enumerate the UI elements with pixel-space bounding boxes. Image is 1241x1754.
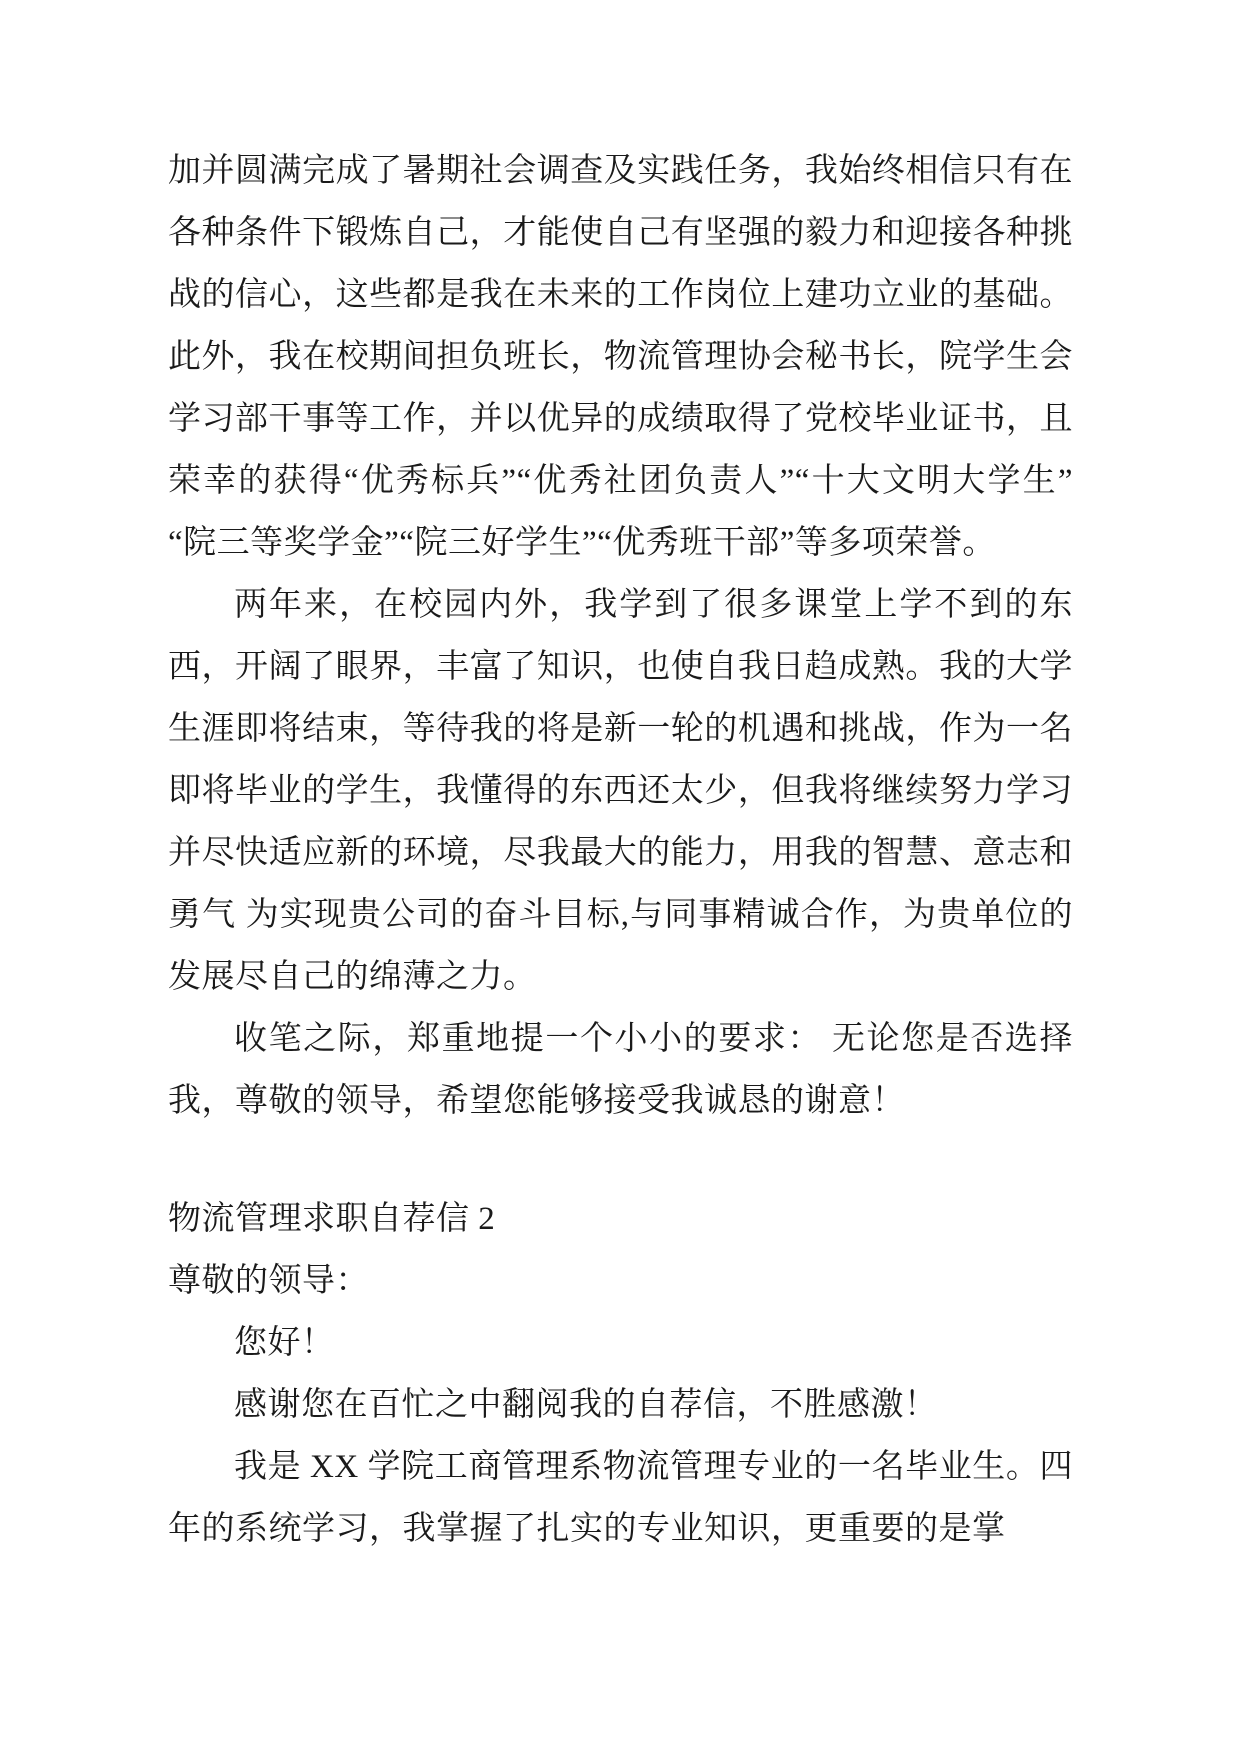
section-spacer: [168, 1132, 1073, 1188]
paragraph-two-years: 两年来，在校园内外，我学到了很多课堂上学不到的东西，开阔了眼界，丰富了知识，也使自我日趋成熟。我的大学生涯即将结束，等待我的将是新一轮的机遇和挑战，作为一名即将毕业的学生，我懂得的东西还太少，但我将继续努力学习并尽快适应新的环境，尽我最大的能力，用我的智慧、意志和勇气 为实现贵公司的奋斗目标,与同事精诚合作，为贵单位的发展尽自己的绵薄之力。: [168, 587, 1073, 995]
salutation-line: 尊敬的领导：: [168, 1263, 369, 1299]
paragraph-self-introduction: 我是 XX 学院工商管理系物流管理专业的一名毕业生。四年的系统学习，我掌握了扎实的专业知识，更重要的是掌: [168, 1449, 1073, 1547]
paragraph-closing-request: 收笔之际，郑重地提一个小小的要求： 无论您是否选择我，尊敬的领导，希望您能够接受我诚恳的谢意！: [168, 1021, 1073, 1119]
paragraph-thanks: 感谢您在百忙之中翻阅我的自荐信，不胜感激！: [234, 1387, 938, 1423]
paragraph-continuation: 加并圆满完成了暑期社会调查及实践任务，我始终相信只有在各种条件下锻炼自己，才能使自己有坚强的毅力和迎接各种挑战的信心，这些都是我在未来的工作岗位上建功立业的基础。此外，我在校期间担负班长，物流管理协会秘书长，院学生会学习部干事等工作，并以优异的成绩取得了党校毕业证书，且荣幸的获得“优秀标兵”“优秀社团负责人”“十大文明大学生”“院三等奖学金”“院三好学生”“优秀班干部”等多项荣誉。: [168, 153, 1073, 561]
section-heading-cover-letter-2: 物流管理求职自荐信 2: [168, 1201, 496, 1237]
document-body: [168, 140, 1073, 1560]
greeting-line: 您好！: [234, 1325, 335, 1361]
